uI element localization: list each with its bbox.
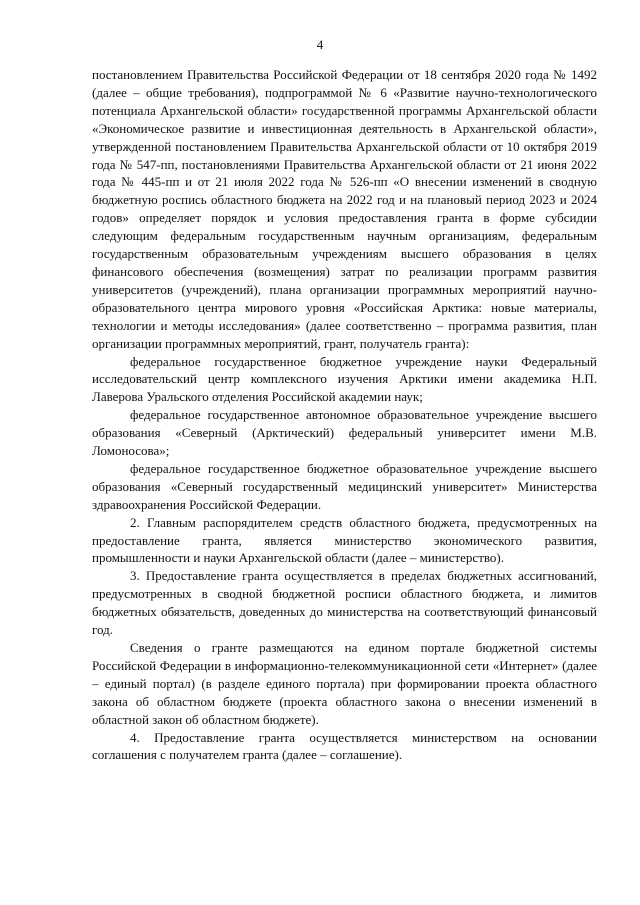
- paragraph-recipient-1: федеральное государственное бюджетное учреждение науки Федеральный исследовательский центр комплексного изучения Арктики имени академика Н.П. Лаверова Уральского отделения Российской академии наук;: [92, 353, 597, 405]
- paragraph-portal-info: Сведения о гранте размещаются на едином портале бюджетной системы Российской Федерации в информационно-телекоммуникационной сети «Интернет» (далее – единый портал) (в разделе единого портала) при формировании проекта областного закона об областном бюджете (проекта областного закона о внесении изменений в областной закон об областном бюджете).: [92, 640, 597, 727]
- paragraph-clause-2: 2. Главным распорядителем средств областного бюджета, предусмотренных на предоставление гранта, является министерство экономического развития, промышленности и науки Архангельской области (далее – министерство).: [92, 514, 597, 566]
- paragraph-recipient-3: федеральное государственное бюджетное образовательное учреждение высшего образования «Северный государственный медицинский университет» Министерства здравоохранения Российской Федерации.: [92, 460, 597, 512]
- paragraph-continuation: постановлением Правительства Российской Федерации от 18 сентября 2020 года № 1492 (далее – общие требования), подпрограммой № 6 «Развитие научно-технологического потенциала Архангельской области» государственной программы Архангельской области «Экономическое развитие и инвестиционная деятельность в Архангельской области», утвержденной постановлением Правительства Архангельской области от 10 октября 2019 года № 547-пп, постановлениями Правительства Архангельской области от 21 июня 2022 года № 445-пп и от 21 июля 2022 года № 526-пп «О внесении изменений в сводную бюджетную роспись областного бюджета на 2022 год и на плановый период 2023 и 2024 годов» определяет порядок и условия предоставления гранта в форме субсидии следующим федеральным государственным научным организациям, федеральным государственным образовательным учреждениям высшего образования в целях финансового обеспечения (возмещения) затрат по реализации программ развития университетов (учреждений), плана организации программных мероприятий научно-образовательного центра мирового уровня «Российская Арктика: новые материалы, технологии и методы исследования» (далее соответственно – программа развития, план организации программных мероприятий, грант, получатель гранта):: [92, 67, 597, 351]
- document-body: [92, 66, 597, 764]
- paragraph-clause-4: 4. Предоставление гранта осуществляется министерством на основании соглашения с получателем гранта (далее – соглашение).: [92, 729, 597, 763]
- paragraph-recipient-2: федеральное государственное автономное образовательное учреждение высшего образования «Северный (Арктический) федеральный университет имени М.В. Ломоносова»;: [92, 407, 597, 459]
- paragraph-clause-3: 3. Предоставление гранта осуществляется в пределах бюджетных ассигнований, предусмотренных в сводной бюджетной росписи областного бюджета, и лимитов бюджетных обязательств, доведенных до министерства на соответствующий финансовый год.: [92, 568, 597, 638]
- page-number: 4: [316, 37, 324, 52]
